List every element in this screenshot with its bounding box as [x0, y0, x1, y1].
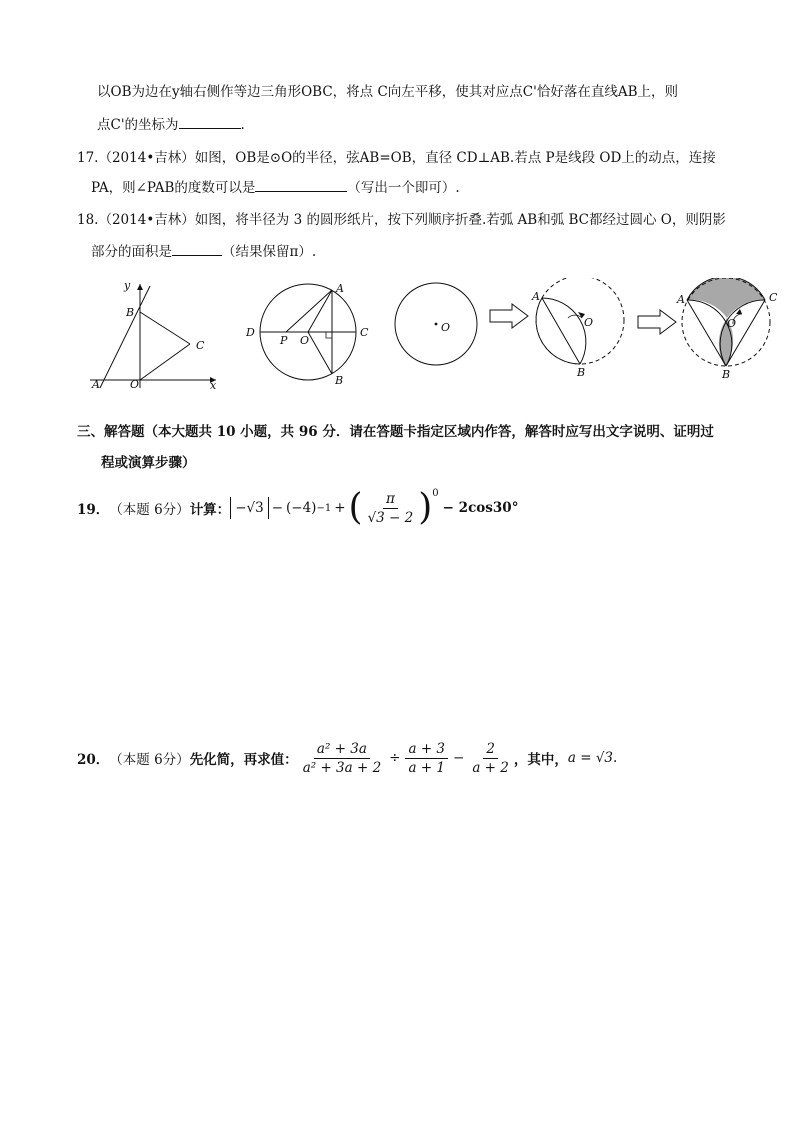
- fig1-label-B: B: [126, 306, 135, 319]
- q20-f3-num: 2: [483, 741, 498, 759]
- section-3-heading-line2: 程或演算步骤）: [101, 455, 196, 471]
- q18-line2: [91, 240, 316, 260]
- q20-points: （本题 6分）: [109, 752, 190, 768]
- q19-points: （本题 6分）: [109, 502, 190, 518]
- q19-label: 19．: [77, 502, 110, 518]
- q19-plus: +: [334, 500, 346, 516]
- figures-row: [80, 278, 780, 400]
- fig2-label-B: B: [335, 374, 344, 387]
- q18-line1: 18.（2014•吉林）如图，将半径为 3 的圆形纸片，按下列顺序折叠.若弧 AB和弧 BC都经过圆心 O，则阴影: [77, 212, 726, 228]
- fig5-label-A: A: [677, 293, 685, 306]
- q19-tail: − 2cos30°: [442, 500, 519, 516]
- q16-line2-prefix: 点C'的坐标为: [97, 117, 179, 133]
- q17-line2: [91, 176, 460, 196]
- q17-line2-suffix: （写出一个即可）.: [347, 180, 460, 196]
- fig1-label-x: x: [210, 379, 217, 392]
- fig5-shaded-result: [676, 278, 778, 381]
- fig1-coordinate-plane: [90, 279, 217, 392]
- fig1-label-C: C: [196, 339, 205, 352]
- fig2-label-D: D: [246, 326, 255, 339]
- q18-answer-blank[interactable]: [172, 254, 222, 256]
- q20-label: 20．: [77, 752, 110, 768]
- q19-frac-num: π: [383, 491, 398, 509]
- q20-fraction-1: [300, 741, 384, 776]
- q19-exp0: 0: [432, 488, 439, 499]
- fig4-label-A: A: [532, 290, 540, 303]
- q20-f1-den: a² + 3a + 2: [302, 759, 382, 776]
- q19-fraction: [365, 491, 417, 526]
- q20-minus: −: [453, 750, 465, 766]
- q20-where: ，其中，: [513, 752, 568, 768]
- q19-verb: 计算：: [189, 502, 231, 518]
- fig4-label-O: O: [584, 316, 594, 329]
- fig1-label-y: y: [124, 279, 131, 292]
- fig2-label-A: A: [336, 282, 344, 295]
- q16-line2: [97, 113, 245, 133]
- fig1-label-A: A: [92, 378, 100, 391]
- fig1-label-O: O: [130, 378, 140, 391]
- q20-end: .: [613, 750, 618, 766]
- q20-f2-num: a + 3: [405, 741, 448, 759]
- q19-frac-den: √3 − 2: [367, 509, 414, 526]
- q16-line1: 以OB为边在y轴右侧作等边三角形OBC，将点 C向左平移，使其对应点C'恰好落在直线AB上，则: [97, 84, 679, 100]
- q17-line2-prefix: PA，则∠PAB的度数可以是: [91, 180, 256, 196]
- q19: [77, 488, 518, 528]
- q19-neg4: (−4): [286, 500, 317, 516]
- q16-answer-blank[interactable]: [179, 127, 241, 129]
- fig3-label-O: O: [441, 321, 451, 334]
- q20-fraction-3: [469, 741, 512, 776]
- arrow-1-icon: [490, 304, 528, 328]
- q17-answer-blank[interactable]: [255, 190, 347, 192]
- q19-exp-neg1: −1: [316, 502, 332, 514]
- q16-line2-suffix: .: [240, 117, 245, 133]
- fig5-label-B: B: [722, 368, 731, 381]
- fig5-label-O: O: [727, 317, 737, 330]
- fig4-label-B: B: [577, 366, 586, 379]
- fig2-label-C: C: [360, 326, 369, 339]
- arrow-2-icon: [638, 310, 676, 334]
- fig2-circle-chord: [245, 282, 369, 387]
- q18-line2-suffix: （结果保留π）.: [222, 244, 317, 260]
- q20-fraction-2: [405, 741, 448, 776]
- fig4-first-fold: [531, 278, 624, 379]
- q20-verb: 先化简，再求值：: [189, 752, 298, 768]
- q19-right-paren: ): [418, 487, 433, 528]
- fig3-paper-circle: [395, 283, 477, 365]
- q19-abs-value: −√3: [230, 497, 269, 519]
- fig2-label-O: O: [300, 334, 310, 347]
- section-3-heading-line1: 三、解答题（本大题共 10 小题，共 96 分．请在答题卡指定区域内作答，解答时应写出文字说明、证明过: [77, 424, 714, 440]
- fig5-label-C: C: [769, 291, 778, 304]
- q20-div: ÷: [389, 750, 401, 766]
- q20: [77, 738, 617, 778]
- q20-f2-den: a + 1: [408, 759, 446, 776]
- fig2-label-P: P: [280, 334, 288, 347]
- q19-left-paren: (: [348, 487, 363, 528]
- q20-f3-den: a + 2: [472, 759, 509, 776]
- q17-line1: 17.（2014•吉林）如图，OB是⊙O的半径，弦AB=OB，直径 CD⊥AB.若点 P是线段 OD上的动点，连接: [77, 150, 716, 166]
- q19-minus: −: [271, 500, 284, 516]
- q18-line2-prefix: 部分的面积是: [91, 244, 172, 260]
- q20-condition: a = √3: [567, 750, 614, 766]
- q20-f1-num: a² + 3a: [314, 741, 370, 759]
